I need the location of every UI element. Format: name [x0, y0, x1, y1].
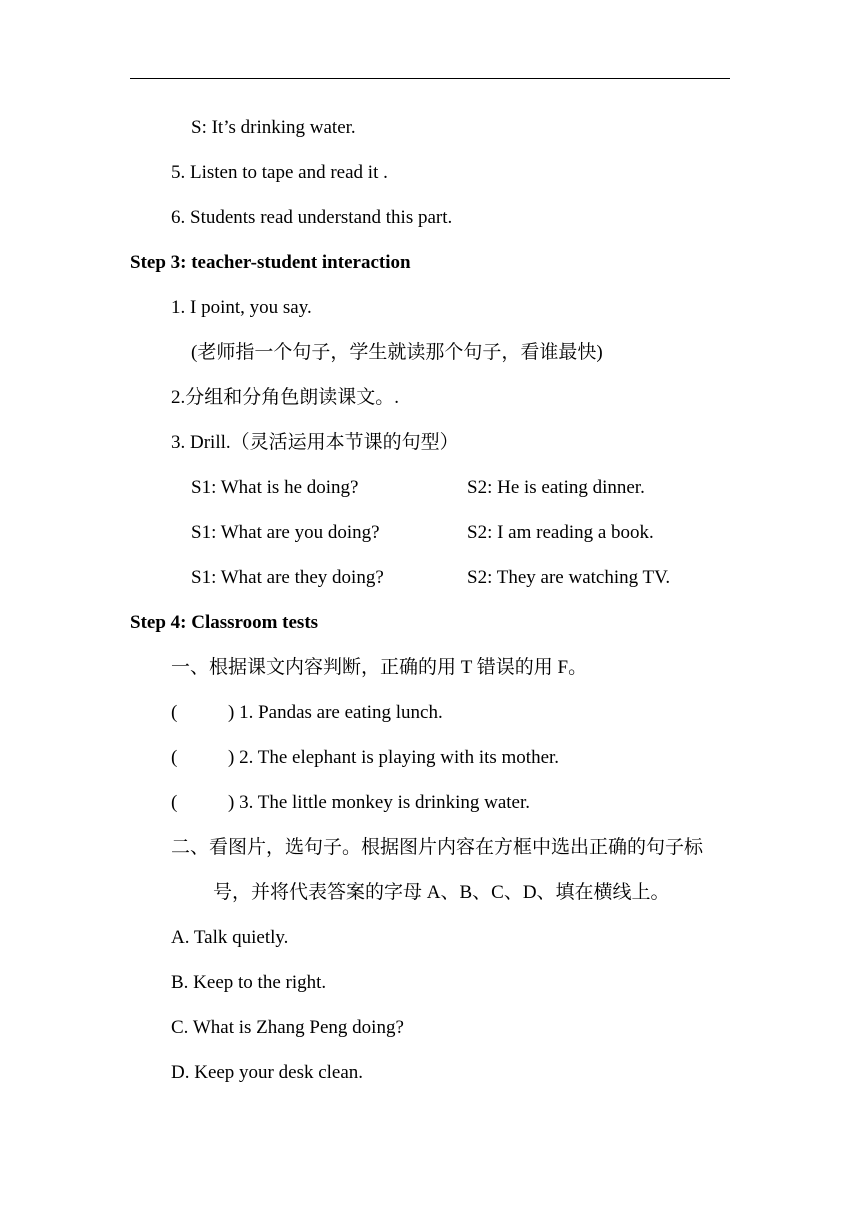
step3-item-1: 1. I point, you say.: [171, 297, 312, 318]
tf-paren-open: (: [171, 792, 178, 813]
tf-paren-open: (: [171, 747, 178, 768]
drill-s2-line: S2: He is eating dinner.: [467, 477, 645, 498]
test-section-2-title: 二、看图片，选句子。根据图片内容在方框中选出正确的句子标: [171, 837, 704, 858]
option-a: A. Talk quietly.: [171, 927, 289, 948]
test-section-2-title-cont: 号，并将代表答案的字母 A、B、C、D、填在横线上。: [213, 882, 670, 903]
step3-item-2: 2.分组和分角色朗读课文。.: [171, 387, 400, 408]
step4-heading: Step 4: Classroom tests: [130, 612, 319, 633]
tf-paren-open: (: [171, 702, 178, 723]
option-c: C. What is Zhang Peng doing?: [171, 1017, 404, 1038]
step-item-6: 6. Students read understand this part.: [171, 207, 453, 228]
option-d: D. Keep your desk clean.: [171, 1062, 364, 1083]
step3-item-3: 3. Drill.（灵活运用本节课的句型）: [171, 432, 459, 453]
drill-s2-line: S2: They are watching TV.: [467, 567, 671, 588]
drill-s1-line: S1: What are they doing?: [191, 567, 384, 588]
drill-s2-line: S2: I am reading a book.: [467, 522, 654, 543]
header-rule: [130, 78, 730, 79]
step-item-5: 5. Listen to tape and read it .: [171, 162, 388, 183]
dialogue-line: S: It’s drinking water.: [191, 117, 356, 138]
tf-item: [171, 746, 560, 770]
step3-heading: Step 3: teacher-student interaction: [130, 252, 411, 273]
test-section-1-title: 一、根据课文内容判断，正确的用 T 错误的用 F。: [171, 657, 588, 678]
tf-item: [171, 791, 531, 815]
tf-item: [171, 701, 443, 725]
tf-item-text: ) 3. The little monkey is drinking water.: [228, 792, 531, 813]
drill-s1-line: S1: What is he doing?: [191, 477, 359, 498]
step3-item-1-note: (老师指一个句子，学生就读那个句子，看谁最快): [191, 342, 603, 363]
drill-s1-line: S1: What are you doing?: [191, 522, 380, 543]
tf-item-text: ) 2. The elephant is playing with its mother.: [228, 747, 560, 768]
option-b: B. Keep to the right.: [171, 972, 327, 993]
tf-item-text: ) 1. Pandas are eating lunch.: [228, 702, 443, 723]
